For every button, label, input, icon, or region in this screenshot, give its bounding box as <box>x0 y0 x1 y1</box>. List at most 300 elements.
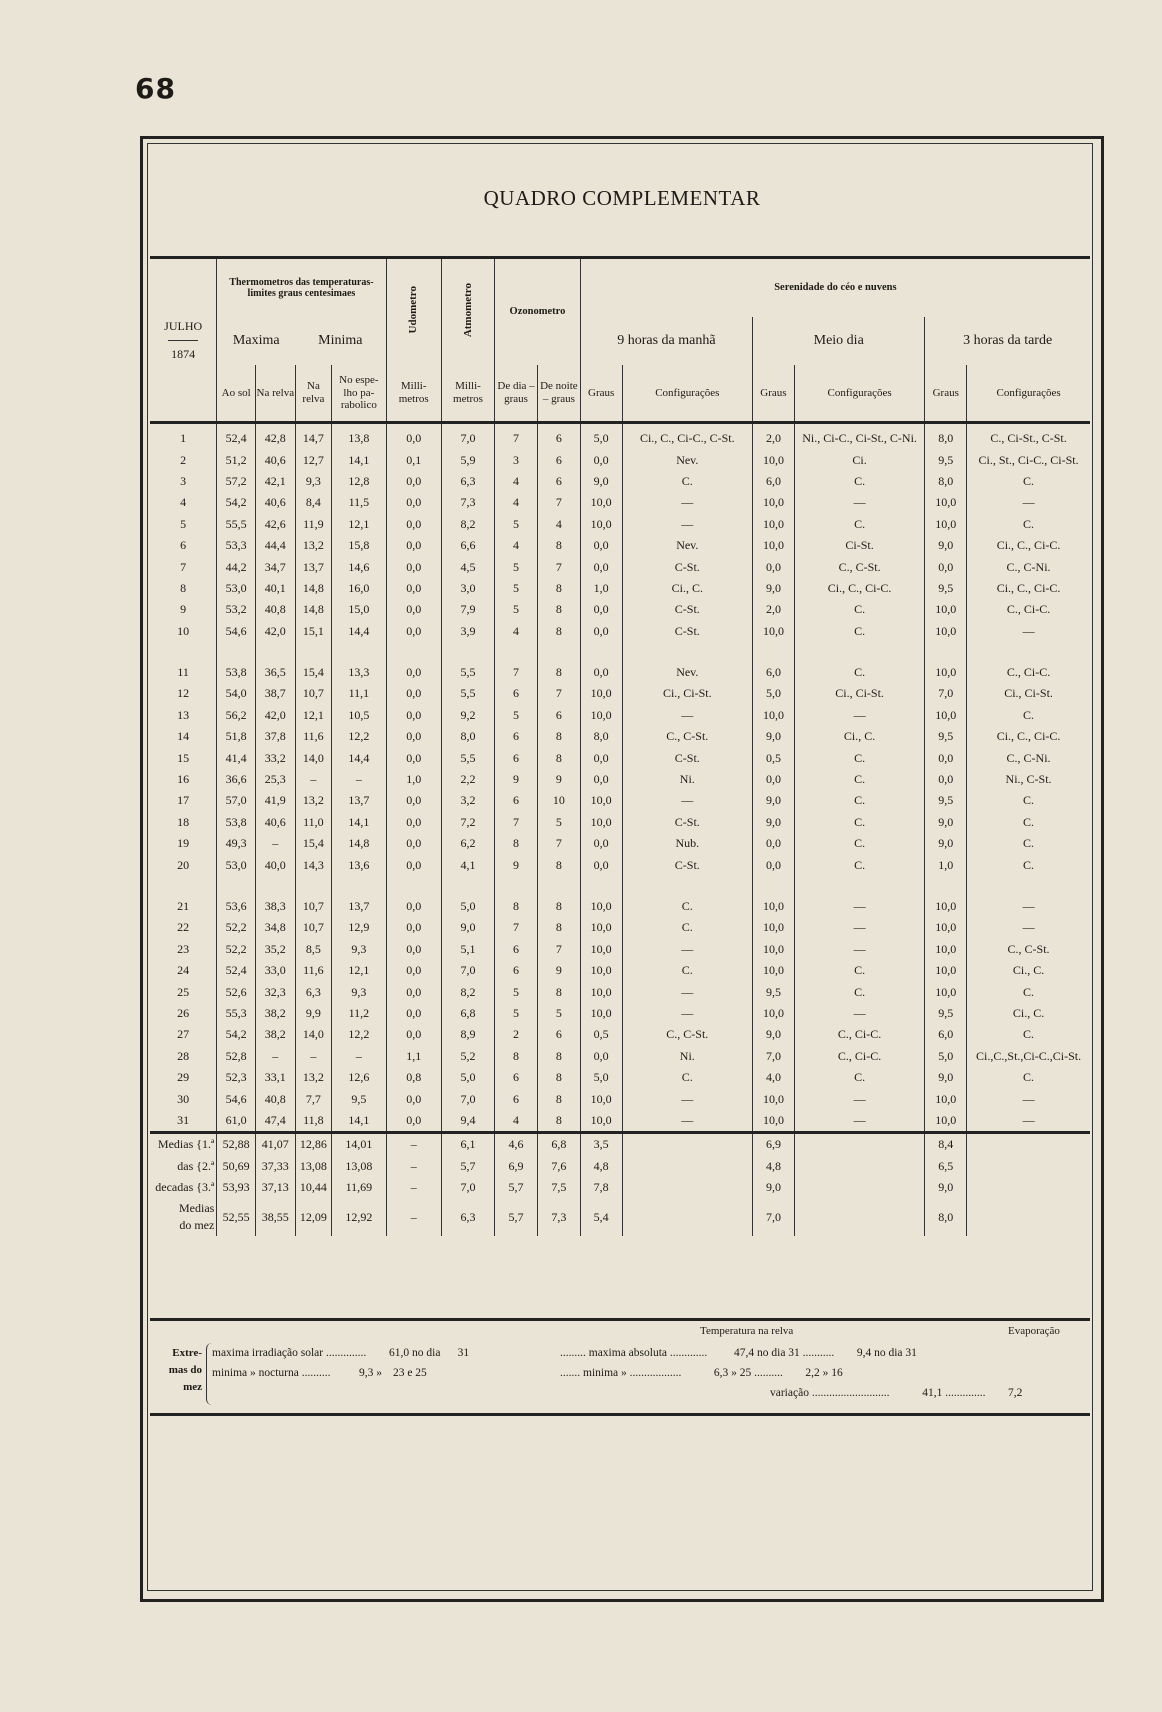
summary-cell: 4,8 <box>580 1156 622 1177</box>
table-cell: C. <box>794 514 925 535</box>
table-cell: 52,4 <box>217 960 256 981</box>
table-cell: C. <box>794 833 925 854</box>
table-cell: 44,2 <box>217 556 256 577</box>
table-cell: 6 <box>495 683 538 704</box>
table-cell: 8 <box>537 621 580 642</box>
table-cell: 0,1 <box>386 449 441 470</box>
table-cell: 53,2 <box>217 599 256 620</box>
table-cell: — <box>622 514 753 535</box>
table-cell: 6,6 <box>441 535 494 556</box>
summary-cell: Medias {1.ª <box>150 1133 217 1156</box>
table-cell: 8 <box>537 1067 580 1088</box>
udometro-unit-header: Milli-metros <box>386 365 441 423</box>
table-cell: Ci., C., Ci-C., C-St. <box>622 423 753 450</box>
table-cell: 8 <box>537 599 580 620</box>
table-cell: 8 <box>537 854 580 875</box>
day-cell: 5 <box>180 516 187 531</box>
table-cell: 40,0 <box>255 854 295 875</box>
table-cell: 0,0 <box>386 492 441 513</box>
table-cell: 0,0 <box>386 514 441 535</box>
summary-cell <box>967 1156 1090 1177</box>
summary-cell: 6,5 <box>925 1156 967 1177</box>
table-cell: C. <box>622 917 753 938</box>
table-cell: 42,0 <box>255 621 295 642</box>
table-cell: 10,0 <box>580 514 622 535</box>
table-cell: 4,1 <box>441 854 494 875</box>
table-cell: 8 <box>537 896 580 917</box>
de-dia-header: De dia – graus <box>495 365 538 423</box>
table-cell: Ci-St. <box>794 535 925 556</box>
table-cell: 10,0 <box>580 1003 622 1024</box>
table-cell: — <box>967 621 1090 642</box>
table-cell: C., C-St. <box>622 726 753 747</box>
table-cell: 25,3 <box>255 769 295 790</box>
table-cell: 6 <box>537 423 580 450</box>
table-cell: 0,0 <box>386 1110 441 1133</box>
table-cell: 35,2 <box>255 939 295 960</box>
table-cell: Ci., C., Ci-C. <box>967 726 1090 747</box>
day-cell: 27 <box>177 1027 190 1042</box>
table-cell: 7 <box>537 492 580 513</box>
table-row <box>150 599 1090 620</box>
table-cell: C. <box>967 1024 1090 1045</box>
table-row <box>150 1024 1090 1045</box>
table-cell: 6 <box>495 960 538 981</box>
table-cell: 0,0 <box>386 960 441 981</box>
table-cell: 7,3 <box>441 492 494 513</box>
table-cell: C-St. <box>622 599 753 620</box>
table-cell: 53,6 <box>217 896 256 917</box>
table-cell: 8 <box>495 833 538 854</box>
table-cell: 5 <box>537 812 580 833</box>
table-cell: 2 <box>495 1024 538 1045</box>
extreme-line-1: maxima irradiação solar .............. 61,0 no dia 31 <box>212 1347 470 1359</box>
day-cell: 25 <box>177 984 190 999</box>
table-cell: Ni. <box>622 1046 753 1067</box>
table-cell: 7,2 <box>441 812 494 833</box>
table-cell: 5,0 <box>580 423 622 450</box>
summary-cell: – <box>386 1156 441 1177</box>
table-cell: 9,5 <box>925 578 967 599</box>
table-cell: 8,2 <box>441 981 494 1002</box>
table-cell: 8 <box>537 726 580 747</box>
table-cell: 52,8 <box>217 1046 256 1067</box>
table-cell: C. <box>794 854 925 875</box>
table-cell: 10,0 <box>925 492 967 513</box>
graus-meio-header: Graus <box>753 365 795 423</box>
summary-cell: 11,69 <box>332 1177 386 1198</box>
table-cell: 49,3 <box>217 833 256 854</box>
table-cell: C. <box>794 769 925 790</box>
table-cell: 3,9 <box>441 621 494 642</box>
table-row <box>150 683 1090 704</box>
table-cell: 36,5 <box>255 662 295 683</box>
day-cell: 13 <box>177 707 190 722</box>
table-cell: 0,0 <box>386 790 441 811</box>
table-cell: 0,0 <box>580 599 622 620</box>
table-cell: 5 <box>495 599 538 620</box>
table-cell: 52,2 <box>217 939 256 960</box>
table-cell: Ci. <box>794 449 925 470</box>
table-cell: 14,8 <box>295 599 332 620</box>
de-noite-header: De noite – graus <box>537 365 580 423</box>
day-cell: 16 <box>177 772 190 787</box>
summary-cell: 9,0 <box>925 1177 967 1198</box>
table-cell: 0,0 <box>386 556 441 577</box>
table-cell: 1,0 <box>386 769 441 790</box>
table-cell: 0,0 <box>386 1003 441 1024</box>
table-row <box>150 960 1090 981</box>
table-cell: 53,0 <box>217 854 256 875</box>
table-cell: Ci., St., Ci-C., Ci-St. <box>967 449 1090 470</box>
summary-decade: 1.ª <box>202 1137 215 1152</box>
na-relva-max-header: Na relva <box>255 365 295 423</box>
config-tarde-header: Configurações <box>967 365 1090 423</box>
table-cell: 40,6 <box>255 492 295 513</box>
table-cell: 54,2 <box>217 1024 256 1045</box>
table-cell: C. <box>794 812 925 833</box>
table-cell: Nub. <box>622 833 753 854</box>
table-cell: 13,7 <box>295 556 332 577</box>
table-cell: 33,2 <box>255 747 295 768</box>
table-cell: Ci., C., Ci-C. <box>794 578 925 599</box>
table-cell: 61,0 <box>217 1110 256 1133</box>
table-cell: Ci., C., Ci-C. <box>967 578 1090 599</box>
table-cell: 53,8 <box>217 812 256 833</box>
table-cell: 5,2 <box>441 1046 494 1067</box>
table-cell: 9,4 <box>441 1110 494 1133</box>
table-cell: 38,2 <box>255 1024 295 1045</box>
table-cell: 0,5 <box>753 747 795 768</box>
table-cell: 3,0 <box>441 578 494 599</box>
table-cell: 7 <box>537 683 580 704</box>
summary-cell: 14,01 <box>332 1133 386 1156</box>
table-cell: — <box>794 492 925 513</box>
table-cell: — <box>967 917 1090 938</box>
table-cell: 5,0 <box>441 896 494 917</box>
summary-cell <box>622 1156 753 1177</box>
table-cell: 7 <box>495 812 538 833</box>
table-row <box>150 621 1090 642</box>
table-cell: 6 <box>537 1024 580 1045</box>
table-cell: 4 <box>537 514 580 535</box>
table-cell: 11,0 <box>295 812 332 833</box>
table-cell: 8 <box>537 747 580 768</box>
table-cell: 9,0 <box>753 812 795 833</box>
table-cell: – <box>255 1046 295 1067</box>
table-cell: 11,2 <box>332 1003 386 1024</box>
summary-cell: 6,1 <box>441 1133 494 1156</box>
table-cell: 8 <box>537 981 580 1002</box>
table-cell: C. <box>967 514 1090 535</box>
table-row <box>150 705 1090 726</box>
table-cell: 5 <box>495 705 538 726</box>
manha-header: 9 horas da manhã <box>580 317 752 365</box>
table-cell: 0,0 <box>580 621 622 642</box>
table-cell: 10,0 <box>753 621 795 642</box>
summary-decade: 2.ª <box>202 1158 215 1173</box>
table-cell: 12,1 <box>332 960 386 981</box>
table-cell: 5,5 <box>441 662 494 683</box>
table-cell: 9 <box>495 769 538 790</box>
table-cell: 0,8 <box>386 1067 441 1088</box>
config-meio-header: Configurações <box>794 365 925 423</box>
page-number: 68 <box>135 72 176 105</box>
table-cell: C. <box>967 812 1090 833</box>
table-cell: C. <box>967 854 1090 875</box>
table-cell: – <box>332 1046 386 1067</box>
table-cell: – <box>332 769 386 790</box>
table-cell: 7,0 <box>753 1046 795 1067</box>
table-cell: 8,0 <box>925 423 967 450</box>
table-cell: 10,0 <box>925 917 967 938</box>
summary-cell: 5,7 <box>441 1156 494 1177</box>
table-cell: 33,0 <box>255 960 295 981</box>
table-cell: 13,3 <box>332 662 386 683</box>
table-cell: 9 <box>537 769 580 790</box>
year-label: 1874 <box>168 340 198 367</box>
day-cell: 2 <box>180 452 187 467</box>
table-cell: 13,6 <box>332 854 386 875</box>
table-cell: 0,0 <box>580 833 622 854</box>
table-cell: 54,6 <box>217 1088 256 1109</box>
table-cell: 9,0 <box>753 726 795 747</box>
summary-row-mez <box>150 1198 1090 1236</box>
day-cell: 4 <box>180 495 187 510</box>
extreme-line-2b: ....... minima » .................. 6,3 » 25 .......... 2,2 » 16 <box>560 1367 843 1379</box>
summary-cell: 38,55 <box>255 1198 295 1236</box>
table-cell: 10,5 <box>332 705 386 726</box>
table-cell: 14,1 <box>332 1110 386 1133</box>
table-cell: 9,0 <box>580 471 622 492</box>
table-cell: — <box>794 1003 925 1024</box>
table-cell: 6,3 <box>441 471 494 492</box>
table-cell: 12,7 <box>295 449 332 470</box>
summary-cell: 5,7 <box>495 1177 538 1198</box>
table-row <box>150 790 1090 811</box>
table-cell: 6 <box>495 726 538 747</box>
table-cell: 8 <box>537 535 580 556</box>
day-cell: 30 <box>177 1091 190 1106</box>
summary-cell <box>967 1133 1090 1156</box>
table-cell: 54,6 <box>217 621 256 642</box>
summary-label: Medias <box>157 1137 194 1152</box>
table-cell: 9,0 <box>925 812 967 833</box>
table-cell: – <box>295 769 332 790</box>
table-cell: 14,0 <box>295 747 332 768</box>
table-cell: 0,0 <box>386 917 441 938</box>
table-cell: 0,0 <box>386 812 441 833</box>
table-row <box>150 514 1090 535</box>
table-cell: 13,8 <box>332 423 386 450</box>
summary-cell <box>794 1177 925 1198</box>
table-cell: — <box>967 1110 1090 1133</box>
table-cell: 9,3 <box>332 981 386 1002</box>
table-cell: — <box>622 939 753 960</box>
table-cell: 9,0 <box>753 1024 795 1045</box>
summary-cell: 37,33 <box>255 1156 295 1177</box>
summary-cell: – <box>386 1177 441 1198</box>
table-cell: — <box>794 1110 925 1133</box>
table-cell: 8 <box>537 1046 580 1067</box>
day-cell: 14 <box>177 729 190 744</box>
table-cell: Ci., Ci-St. <box>967 683 1090 704</box>
table-cell: 2,0 <box>753 599 795 620</box>
summary-cell: 12,86 <box>295 1133 332 1156</box>
day-cell: 9 <box>180 602 187 617</box>
table-cell: 4 <box>495 1110 538 1133</box>
extremes-section <box>150 1318 1090 1416</box>
table-cell: C. <box>622 471 753 492</box>
summary-cell: 5,7 <box>495 1198 538 1236</box>
table-cell: — <box>794 896 925 917</box>
table-cell: 0,0 <box>386 621 441 642</box>
observations-table <box>150 256 1090 1236</box>
table-cell: Ci., Ci-St. <box>794 683 925 704</box>
table-cell: C. <box>622 896 753 917</box>
table-cell: 10,0 <box>580 812 622 833</box>
day-cell: 3 <box>180 473 187 488</box>
table-cell: 10,0 <box>925 896 967 917</box>
table-cell: 10,0 <box>925 705 967 726</box>
table-cell: 0,0 <box>386 747 441 768</box>
table-row <box>150 939 1090 960</box>
summary-cell: 10,44 <box>295 1177 332 1198</box>
summary-cell: 52,55 <box>217 1198 256 1236</box>
table-cell: Ci., C. <box>794 726 925 747</box>
table-cell: Ci., C. <box>967 960 1090 981</box>
table-cell: 0,0 <box>753 854 795 875</box>
table-cell: 5,0 <box>580 1067 622 1088</box>
table-row <box>150 1067 1090 1088</box>
table-cell: 0,0 <box>386 705 441 726</box>
decade-gap <box>150 876 1090 896</box>
table-cell: C., Ci-St., C-St. <box>967 423 1090 450</box>
table-cell: 10,0 <box>925 514 967 535</box>
summary-cell: 6,9 <box>495 1156 538 1177</box>
table-cell: 36,6 <box>217 769 256 790</box>
table-cell: 6,8 <box>441 1003 494 1024</box>
table-cell: 0,0 <box>753 769 795 790</box>
table-cell: 5 <box>537 1003 580 1024</box>
summary-cell: – <box>386 1133 441 1156</box>
table-cell: — <box>622 1088 753 1109</box>
table-cell: 5 <box>495 578 538 599</box>
table-cell: C., C-Ni. <box>967 556 1090 577</box>
table-cell: 7 <box>495 423 538 450</box>
extreme-line-2: minima » nocturna .......... 9,3 » 23 e 25 <box>212 1367 427 1379</box>
table-cell: C. <box>794 747 925 768</box>
table-cell: 6 <box>537 471 580 492</box>
table-cell: 7,0 <box>441 423 494 450</box>
table-cell: C., Ci-C. <box>794 1024 925 1045</box>
table-cell: — <box>794 939 925 960</box>
table-cell: 13,2 <box>295 535 332 556</box>
table-cell: 10,0 <box>753 705 795 726</box>
table-cell: 0,0 <box>753 556 795 577</box>
day-cell: 7 <box>180 559 187 574</box>
table-cell: 8,4 <box>295 492 332 513</box>
table-cell: 5 <box>495 514 538 535</box>
table-cell: 8,0 <box>441 726 494 747</box>
table-cell: 10,7 <box>295 896 332 917</box>
summary-cell: 8,4 <box>925 1133 967 1156</box>
table-cell: 10,0 <box>753 1110 795 1133</box>
table-cell: C. <box>967 833 1090 854</box>
table-cell: 40,6 <box>255 449 295 470</box>
table-cell: 14,8 <box>295 578 332 599</box>
table-cell: – <box>255 833 295 854</box>
table-row <box>150 1110 1090 1133</box>
table-cell: 51,2 <box>217 449 256 470</box>
temp-relva-header: Temperatura na relva <box>700 1325 794 1337</box>
maxima-header: Maxima <box>217 317 295 365</box>
day-cell: 15 <box>177 750 190 765</box>
summary-row <box>150 1177 1090 1198</box>
summary-cell: das {2.ª <box>177 1158 215 1173</box>
table-cell: – <box>295 1046 332 1067</box>
table-cell: 8 <box>537 1088 580 1109</box>
table-cell: C. <box>794 960 925 981</box>
table-cell: C. <box>794 662 925 683</box>
table-cell: 1,0 <box>580 578 622 599</box>
table-cell: 6 <box>537 449 580 470</box>
table-cell: — <box>967 1088 1090 1109</box>
table-cell: Nev. <box>622 662 753 683</box>
table-row <box>150 535 1090 556</box>
table-cell: 0,0 <box>580 747 622 768</box>
table-cell: 5,0 <box>753 683 795 704</box>
summary-row <box>150 1133 1090 1156</box>
table-cell: 53,8 <box>217 662 256 683</box>
tarde-header: 3 horas da tarde <box>925 317 1090 365</box>
table-cell: 7 <box>495 662 538 683</box>
atmometro-unit-header: Milli-metros <box>441 365 494 423</box>
table-row <box>150 423 1090 450</box>
table-cell: 9,0 <box>441 917 494 938</box>
summary-cell <box>794 1198 925 1236</box>
table-cell: 7,0 <box>441 960 494 981</box>
table-cell: 8,0 <box>925 471 967 492</box>
table-cell: 3 <box>495 449 538 470</box>
table-cell: 57,0 <box>217 790 256 811</box>
table-cell: 9,2 <box>441 705 494 726</box>
table-cell: 57,2 <box>217 471 256 492</box>
table-cell: 5 <box>495 556 538 577</box>
extremes-label: Extre- mas do mez <box>168 1347 202 1394</box>
day-cell: 23 <box>177 941 190 956</box>
table-cell: 0,0 <box>386 535 441 556</box>
table-cell: 7,9 <box>441 599 494 620</box>
table-cell: 42,0 <box>255 705 295 726</box>
summary-cell: Medias do mez <box>179 1201 215 1233</box>
table-cell: 40,6 <box>255 812 295 833</box>
table-cell: 9,0 <box>925 535 967 556</box>
table-cell: C., Ci-C. <box>794 1046 925 1067</box>
day-cell: 19 <box>177 836 190 851</box>
table-cell: 10,0 <box>580 790 622 811</box>
table-cell: — <box>622 981 753 1002</box>
table-cell: 56,2 <box>217 705 256 726</box>
page-title: QUADRO COMPLEMENTAR <box>483 186 761 210</box>
day-cell: 26 <box>177 1005 190 1020</box>
table-cell: 8 <box>495 896 538 917</box>
table-cell: 6 <box>495 790 538 811</box>
summary-cell: 7,3 <box>537 1198 580 1236</box>
table-cell: 1,0 <box>925 854 967 875</box>
table-cell: 9 <box>537 960 580 981</box>
table-cell: 8 <box>537 1110 580 1133</box>
